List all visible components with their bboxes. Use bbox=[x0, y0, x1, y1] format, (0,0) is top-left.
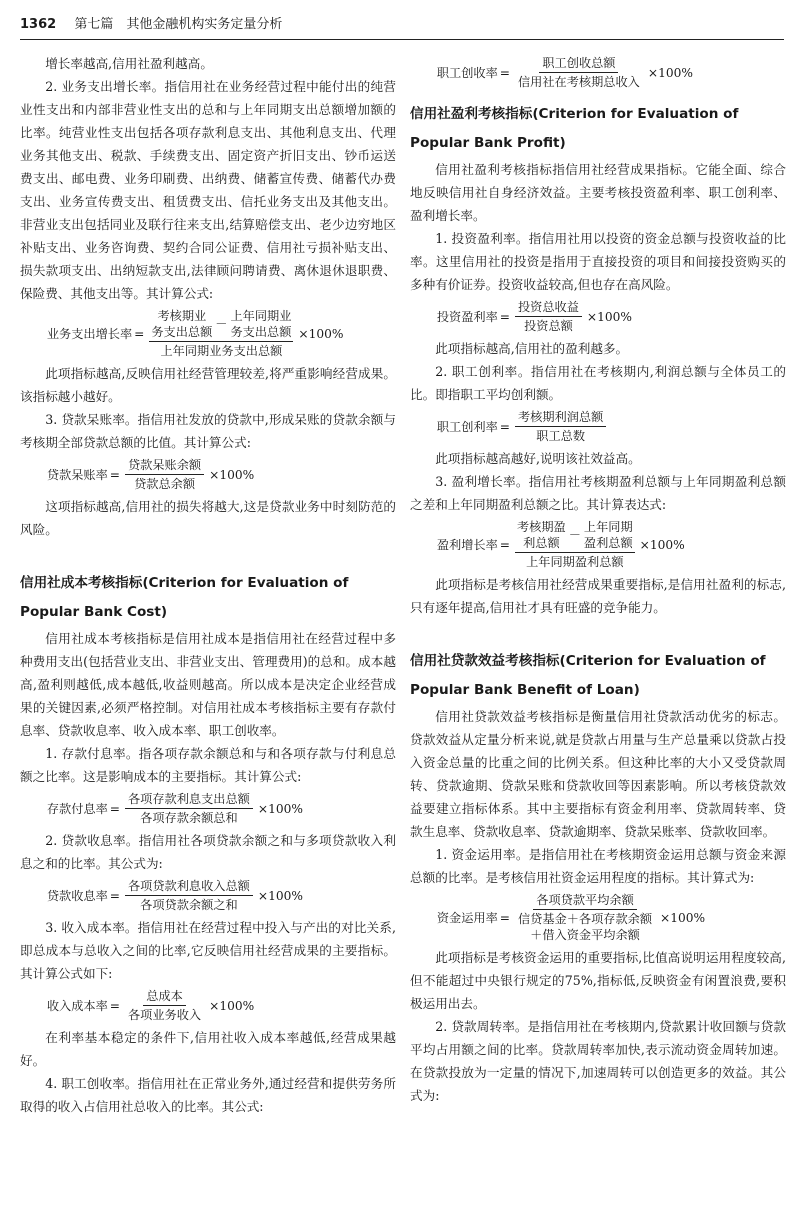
paragraph: 信用社贷款效益考核指标是衡量信用社贷款活动优劣的标志。贷款效益从定量分析来说,就是贷款占用量与生产总量乘以贷款占投入资金总量的比重之间的比例关系。但这种比率的大小又受贷款周转、贷款逾期、贷款呆账和贷款收回等因素影响。所以考核贷款效益要建立指标体系。其中主要指标有资金利用率、贷款周转率、贷款生息率、贷款收息率、贷款逾期率、贷款呆账率、贷款收回率。 bbox=[410, 709, 786, 839]
formula-label: 盈利增长率 bbox=[436, 537, 498, 552]
paragraph: 3. 盈利增长率。指信用社考核期盈利总额与上年同期盈利总额之差和上年同期盈利总额之比。其计算表达式: bbox=[410, 474, 786, 512]
denominator: 各项存款余额总和 bbox=[140, 811, 238, 825]
numerator: 投资总收益 bbox=[515, 299, 582, 317]
fraction bbox=[515, 55, 643, 90]
numerator: 职工创收总额 bbox=[539, 55, 618, 73]
denominator: 信贷基金＋各项存款余额 bbox=[517, 912, 653, 926]
fraction bbox=[515, 299, 582, 334]
formula-label: 投资盈利率 bbox=[436, 309, 498, 324]
paragraph: 这项指标越高,信用社的损失将越大,这是贷款业务中时刻防范的风险。 bbox=[20, 499, 396, 537]
section-heading: 信用社成本考核指标(Criterion for Evaluation of Popular Bank Cost) bbox=[20, 575, 349, 620]
formula-label: 贷款呆账率 bbox=[46, 467, 108, 482]
fraction bbox=[125, 457, 204, 492]
denominator: 上年同期业务支出总额 bbox=[160, 344, 283, 358]
denominator-continued: ＋借入资金平均余额 bbox=[530, 928, 640, 942]
paragraph: 2. 职工创利率。指信用社在考核期内,利润总额与全体员工的比。即指职工平均创利额。 bbox=[410, 364, 786, 402]
formula-loan-interest-rate: 贷款收息率 = $\frac{\text{各项贷款利息收入总额}}{\text{各项贷款余额之和}}$ ×100% bbox=[46, 879, 303, 912]
fraction bbox=[125, 988, 204, 1023]
formula-label: 贷款收息率 bbox=[46, 888, 108, 903]
paragraph: 此项指标越高,反映信用社经营管理较差,将严重影响经营成果。该指标越小越好。 bbox=[20, 366, 396, 404]
left-column bbox=[20, 52, 396, 1202]
formula-label: 职工创收率 bbox=[436, 65, 498, 80]
denominator: 各项业务收入 bbox=[127, 1008, 202, 1022]
paragraph: 1. 投资盈利率。指信用社用以投资的资金总额与投资收益的比率。这里信用社的投资是指用于直接投资的项目和间接投资购买的多种有价证券。投资收益较高,但也存在高风险。 bbox=[410, 231, 786, 292]
section-heading: 信用社盈利考核指标(Criterion for Evaluation of Popular Bank Profit) bbox=[410, 106, 739, 151]
paragraph: 2. 贷款收息率。指信用社各项贷款余额之和与多项贷款收入利息之和的比率。其公式为: bbox=[20, 833, 396, 871]
denominator: 各项贷款余额之和 bbox=[140, 898, 238, 912]
formula-profit-growth-rate: 盈利增长率 = 考核期盈 利总额 － 上年同期 盈利总额 上年同期盈利总额 ×100% bbox=[436, 520, 685, 569]
paragraph: 在利率基本稳定的条件下,信用社收入成本率越低,经营成果越好。 bbox=[20, 1030, 396, 1068]
paragraph: 增长率越高,信用社盈利越高。 bbox=[45, 56, 213, 71]
paragraph: 此项指标是考核信用社经营成果重要指标,是信用社盈利的标志,只有逐年提高,信用社才具有旺盛的竞争能力。 bbox=[410, 577, 786, 615]
paragraph: 信用社盈利考核指标指信用社经营成果指标。它能全面、综合地反映信用社自身经济效益。主要考核投资盈利率、职工创利率、盈利增长率。 bbox=[410, 162, 786, 223]
formula-label: 业务支出增长率 bbox=[46, 326, 133, 341]
formula-label: 收入成本率 bbox=[46, 998, 108, 1013]
fraction bbox=[515, 892, 655, 943]
formula-business-expense-growth: 业务支出增长率 = 考核期业 务支出总额 － 上年同期业 务支出总额 上年同期业务支出总额 ×100% bbox=[46, 309, 344, 358]
numerator: 各项贷款利息收入总额 bbox=[125, 878, 253, 896]
formula-label: 职工创利率 bbox=[436, 419, 498, 434]
paragraph: 此项指标是考核资金运用的重要指标,比值高说明运用程度较高,但不能超过中央银行规定的75%,指标低,反映资金有闲置浪费,要积极运用出去。 bbox=[410, 950, 786, 1011]
formula-staff-revenue-ratio: 职工创收率 = $\frac{\text{职工创收总额}}{\text{信用社在考核期总收入}}$ ×100% bbox=[436, 56, 693, 89]
paragraph: 2. 贷款周转率。是指信用社在考核期内,贷款累计收回额与贷款平均占用额之间的比率。贷款周转率加快,表示流动资金周转加速。在贷款投放为一定量的情况下,加速周转可以创造更多的效益。其公式为: bbox=[410, 1019, 786, 1103]
denominator: 信用社在考核期总收入 bbox=[517, 75, 640, 89]
formula-fund-utilization-rate: 资金运用率 = 各项贷款平均余额 信贷基金＋各项存款余额 ＋借入资金平均余额 ×100% bbox=[436, 893, 706, 942]
numerator: 各项贷款平均余额 bbox=[533, 892, 637, 910]
formula-label: 资金运用率 bbox=[436, 910, 498, 925]
numerator: 贷款呆账余额 bbox=[125, 457, 204, 475]
formula-income-cost-ratio: 收入成本率 = $\frac{\text{总成本}}{\text{各项业务收入}}$ ×100% bbox=[46, 989, 255, 1022]
fraction: 考核期盈 利总额 － 上年同期 盈利总额 上年同期盈利总额 bbox=[516, 520, 633, 569]
fraction: 考核期业 务支出总额 － 上年同期业 务支出总额 上年同期业务支出总额 bbox=[151, 309, 292, 358]
formula-label: 存款付息率 bbox=[46, 801, 108, 816]
running-header bbox=[20, 14, 784, 40]
fraction bbox=[515, 409, 606, 444]
formula-bad-loan-ratio: 贷款呆账率 = $\frac{\text{贷款呆账余额}}{\text{贷款总余额}}$ ×100% bbox=[46, 458, 255, 491]
paragraph: 1. 存款付息率。指各项存款余额总和与和各项存款与付利息总额之比率。这是影响成本的主要指标。其计算公式: bbox=[20, 746, 396, 784]
denominator: 上年同期盈利总额 bbox=[526, 555, 624, 569]
paragraph: 3. 贷款呆账率。指信用社发放的贷款中,形成呆账的贷款余额与考核期全部贷款总额的比值。其计算公式: bbox=[20, 412, 396, 450]
numerator: 各项存款利息支出总额 bbox=[125, 791, 253, 809]
paragraph: 此项指标越高越好,说明该社效益高。 bbox=[435, 451, 641, 466]
fraction bbox=[125, 878, 253, 913]
formula-deposit-interest-rate: 存款付息率 = $\frac{\text{各项存款利息支出总额}}{\text{各项存款余额总和}}$ ×100% bbox=[46, 792, 303, 825]
numerator: 考核期利润总额 bbox=[515, 409, 606, 427]
paragraph: 3. 收入成本率。指信用社在经营过程中投入与产出的对比关系,即总成本与总收入之间的比率,它反映信用社经营成果的主要指标。其计算公式如下: bbox=[20, 920, 396, 981]
denominator: 投资总额 bbox=[524, 319, 573, 333]
paragraph: 信用社成本考核指标是信用社成本是指信用社在经营过程中多种费用支出(包括营业支出、非营业支出、管理费用)的总和。成本越高,盈利则越低,成本越低,收益则越高。所以成本是决定企业经营成果的关键因素,必须严格控制。对信用社成本考核指标主要有存款付息率、贷款收息率、收入成本率、职工创收率。 bbox=[20, 631, 396, 738]
formula-investment-profit-rate: 投资盈利率 = $\frac{\text{投资总收益}}{\text{投资总额}}$ ×100% bbox=[436, 300, 632, 333]
paragraph: 4. 职工创收率。指信用社在正常业务外,通过经营和提供劳务所取得的收入占信用社总收入的比率。其公式: bbox=[20, 1076, 396, 1114]
page-number: 1362 bbox=[20, 17, 57, 32]
denominator: 贷款总余额 bbox=[134, 477, 196, 491]
paragraph: 此项指标越高,信用社的盈利越多。 bbox=[435, 341, 629, 356]
numerator: 总成本 bbox=[143, 988, 186, 1006]
fraction bbox=[125, 791, 253, 826]
paragraph: 2. 业务支出增长率。指信用社在业务经营过程中能付出的纯营业性支出和内部非营业性支出的总和与上年同期支出总额增加额的比率。纯营业性支出包括各项存款利息支出、其他利息支出、代理业务其他支出、税款、手续费支出、固定资产折旧支出、钞币运送费支出、邮电费、业务印刷费、出纳费、储蓄宣传费、储蓄代办费支出、业务宣传费支出、租赁费支出、信托业务支出及其他支出。非营业支出包括同业及联行往来支出,结算赔偿支出、老少边穷地区补贴支出、业务咨询费、契约合同公证费、信用社亏损补贴支出、损失款项支出、出纳短款支出,法律顾问聘请费、离休退休退职费、保险费、其他支出等。其计算公式: bbox=[20, 79, 396, 301]
chapter-title: 第七篇 其他金融机构实务定量分析 bbox=[74, 17, 283, 32]
paragraph: 1. 资金运用率。是指信用社在考核期资金运用总额与资金来源总额的比率。是考核信用社资金运用程度的指标。其计算式为: bbox=[410, 847, 786, 885]
denominator: 职工总数 bbox=[536, 429, 586, 443]
formula-staff-profit-rate: 职工创利率 = $\frac{\text{考核期利润总额}}{\text{职工总数}}$ bbox=[437, 409, 786, 444]
right-column bbox=[410, 52, 786, 1202]
section-heading: 信用社贷款效益考核指标(Criterion for Evaluation of Popular Bank Benefit of Loan) bbox=[410, 653, 766, 698]
